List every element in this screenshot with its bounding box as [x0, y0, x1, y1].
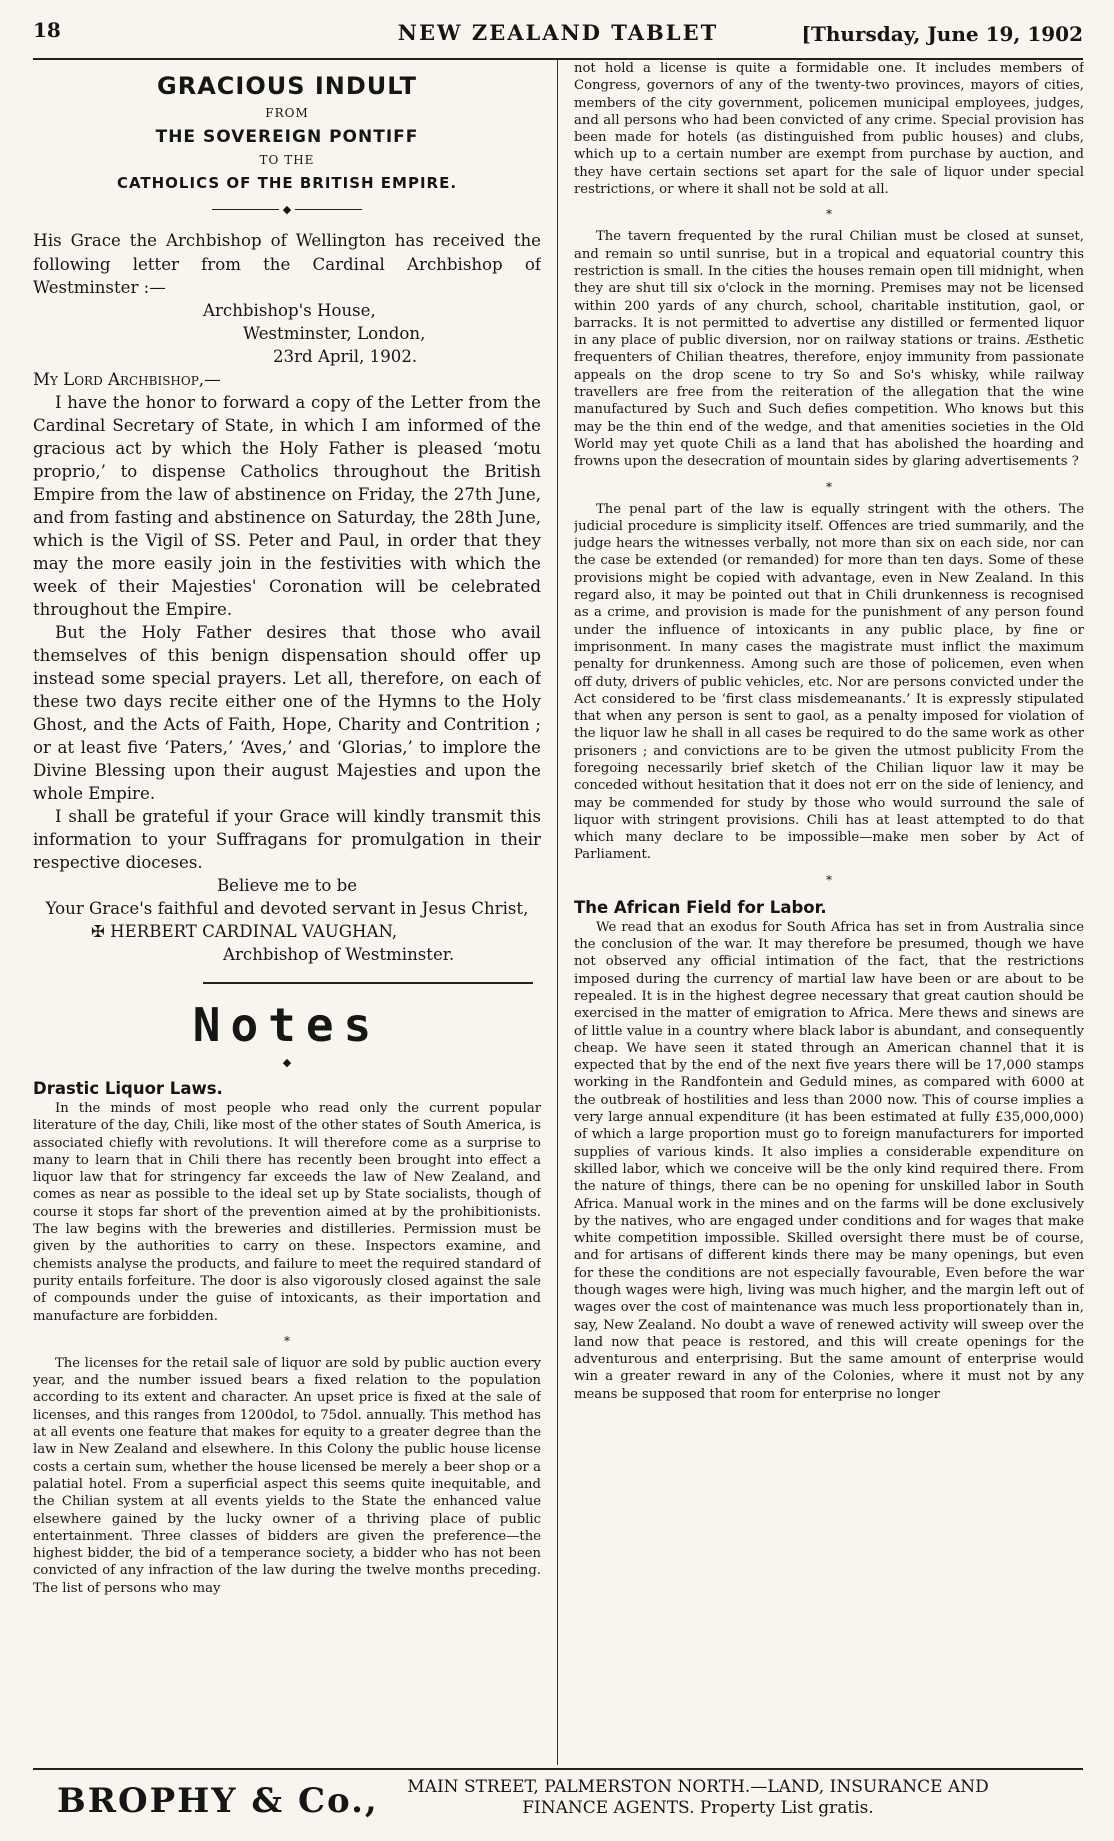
article-headline: GRACIOUS INDULT	[157, 72, 417, 100]
left-column	[33, 60, 541, 1765]
advertiser-info	[388, 1777, 1008, 1819]
asterisk-divider: *	[826, 207, 832, 222]
letter-intro: His Grace the Archbishop of Wellington has received the following letter from the Cardinal Archbishop of Westminster :—	[33, 231, 541, 297]
asterisk-divider: *	[826, 479, 832, 494]
address-line: Archbishop's House,	[203, 301, 376, 320]
closing-line: Believe me to be	[216, 876, 358, 895]
asterisk-divider: *	[826, 872, 832, 887]
address-line: 23rd April, 1902.	[273, 347, 418, 366]
ornament-rule	[212, 204, 362, 215]
notes-heading: Notes	[192, 998, 382, 1052]
article-subhead: THE SOVEREIGN PONTIFF	[155, 127, 419, 147]
letter-paragraph: I have the honor to forward a copy of the Letter from the Cardinal Secretary of State, in which I am informed of the gracious act by which the Holy Father is pleased ‘motu proprio,’ to dispense Catholics throughout the British Empire from the law of abstinence on Friday, the 27th June, and from fasting and abstinence on Saturday, the 28th June, which is the Vigil of SS. Peter and Paul, in order that they may the more easily join in the festivities with which the week of their Majesties' Coronation will be celebrated throughout the Empire.	[33, 393, 541, 619]
advertisement-footer	[33, 1775, 1083, 1830]
body-paragraph: not hold a license is quite a formidable one. It includes members of Congress, governors of any of the twenty-two provinces, mayors of cities, members of the city government, policemen municipal employees, judges, and all persons who had been convicted of any crime. Special provision has been made for hotels (as distinguished from public houses) and clubs, which up to a certain number are exempt from purchase by auction, and they have certain sections set apart for the sale of liquor under special restrictions, or where it shall not be sold at all.	[574, 61, 1084, 198]
body-paragraph: The licenses for the retail sale of liquor are sold by public auction every year, and the number issued bears a fixed relation to the population according to its extent and character. An upset price is fixed at the sale of licenses, and this ranges from 1200dol, to 75dol. annually. This method has at all events one feature that makes for equity to a greater degree than the law in New Zealand and elsewhere. In this Colony the public house license costs a certain sum, whether the house licensed be merely a beer shop or a palatial hotel. From a superficial aspect this seems quite inequitable, and the Chilian system at all events yields to the State the enhanced value elsewhere gained by the lucky owner of a thriving place of public entertainment. Three classes of bidders are given the preference—the highest bidder, the bid of a temperance society, a bidder who has not been convicted of any infraction of the law during the twelve months preceding. The list of persons who may	[33, 1355, 541, 1596]
advert-line: MAIN STREET, PALMERSTON NORTH.—LAND, INSURANCE AND	[407, 1777, 989, 1797]
section-title: The African Field for Labor.	[574, 897, 827, 917]
body-paragraph: The penal part of the law is equally stringent with the others. The judicial procedure is simplicity itself. Offences are tried summarily, and the judge hears the witnesses verbally, not more than six on each side, nor can the case be extended (or remanded) for more than ten days. Some of these provisions might be copied with advantage, even in New Zealand. In this regard also, it may be pointed out that in Chili drunkenness is recognised as a crime, and provision is made for the punishment of any person found under the influence of intoxicants in any public place, by fine or imprisonment. In many cases the magistrate must inflict the maximum penalty for drunkenness. Among such are those of policemen, even when off duty, drivers of public vehicles, etc. Nor are persons convicted under the Act considered to be ‘first class misdemeanants.’ It is expressly stipulated that when any person is sent to gaol, as a penalty imposed for violation of the liquor law he shall in all cases be required to do the same work as other prisoners ; and convictions are to be given the utmost publicity From the foregoing necessarily brief sketch of the Chilian liquor law it may be conceded without hesitation that it does not err on the side of leniency, and may be commended for study by those who would surround the sale of liquor with stringent provisions. Chili has at least attempted to do that which many declare to be impossible—make men sober by Act of Parliament.	[574, 501, 1084, 863]
masthead-title: NEW ZEALAND TABLET	[397, 20, 719, 45]
advertiser-name: BROPHY & Co.,	[57, 1781, 379, 1821]
advert-line: FINANCE AGENTS. Property List gratis.	[522, 1798, 874, 1818]
asterisk-divider: *	[284, 1333, 290, 1348]
letter-paragraph: But the Holy Father desires that those who avail themselves of this benign dispensation should offer up instead some special prayers. Let all, therefore, on each of these two days recite either one of the Hymns to the Holy Ghost, and the Acts of Faith, Hope, Charity and Contrition ; or at least five ‘Paters,’ ‘Aves,’ and ‘Glorias,’ to implore the Divine Blessing upon their august Majesties and upon the whole Empire.	[33, 623, 541, 803]
signature-title: Archbishop of Westminster.	[223, 945, 455, 964]
right-column	[574, 60, 1084, 1765]
issue-date: [Thursday, June 19, 1902	[801, 22, 1083, 46]
article-subhead-2: CATHOLICS OF THE BRITISH EMPIRE.	[116, 174, 458, 192]
body-paragraph: In the minds of most people who read only the current popular literature of the day, Chili, like most of the other states of South America, is associated chiefly with revolutions. It will therefore come as a surprise to many to learn that in Chili there has recently been brought into effect a liquor law that for stringency far exceeds the law of New Zealand, and comes as near as possible to the ideal set up by State socialists, though of course it stops far short of the prevention aimed at by the prohibitionists. The law begins with the breweries and distilleries. Permission must be given by the authorities to carry on these. Inspectors examine, and chemists analyse the products, and failure to meet the required standard of purity entails forfeiture. The door is also vigorously closed against the sale of compounds under the guise of intoxicants, as their importation and manufacture are forbidden.	[33, 1101, 541, 1324]
closing-line: Your Grace's faithful and devoted servant in Jesus Christ,	[45, 899, 529, 918]
footer-rule	[33, 1768, 1083, 1770]
column-divider	[557, 60, 558, 1765]
signature: ✠ HERBERT CARDINAL VAUGHAN,	[91, 922, 398, 941]
section-title: Drastic Liquor Laws.	[33, 1079, 223, 1098]
address-line: Westminster, London,	[243, 324, 426, 343]
headline-from: FROM	[265, 106, 309, 120]
diamond-icon: ◆	[282, 203, 292, 216]
section-body	[33, 1100, 541, 1597]
letter-paragraph: I shall be grateful if your Grace will kindly transmit this information to your Suffragans for promulgation in their respective dioceses.	[33, 807, 541, 872]
page-header	[33, 18, 1083, 60]
page-number: 18	[33, 18, 61, 42]
letter-body	[33, 229, 541, 966]
diamond-icon: ◆	[282, 1056, 292, 1069]
section-rule	[203, 982, 533, 984]
body-paragraph: We read that an exodus for South Africa has set in from Australia since the conclusion of the war. It may therefore be presumed, though we have not observed any official intimation of the fact, that the restrictions imposed during the currency of martial law have been or are about to be repealed. It is in the highest degree necessary that great caution should be exercised in the matter of emigration to Africa. Mere thews and sinews are of little value in a country where black labor is abundant, and consequently cheap. We have seen it stated through an American channel that it is expected that by the end of the next five years there will be 17,000 stamps working in the Randfontein and Geduld mines, as compared with 6000 at the outbreak of hostilities and less than 2000 now. This of course implies a very large annual expenditure (it has been estimated at fully £35,000,000) of which a large proportion must go to foreign manufacturers for imported supplies of various kinds. It also implies a considerable expenditure on skilled labor, which we conceive will be the only kind required there. From the nature of things, there can be no opening for unskilled labor in South Africa. Manual work in the mines and on the farms will be done exclusively by the natives, who are engaged under conditions and for wages that make white competition impossible. Skilled oversight there must be of course, and for artisans of different kinds there may be many openings, but even for these the conditions are not especially favourable, Even before the war though wages were high, living was much higher, and the margin left out of wages over the cost of maintenance was much less proportionately than in, say, New Zealand. No doubt a wave of renewed activity will sweep over the land now that peace is restored, and this will create openings for the adventurous and enterprising. But the same amount of enterprise would win a greater reward in any of the Colonies, where it must not by any means be supposed that room for enterprise no longer	[574, 919, 1084, 1402]
section-body	[574, 60, 1084, 888]
salutation: My Lord Archbishop,—	[33, 370, 221, 389]
section-body	[574, 919, 1084, 1403]
headline-to: TO THE	[259, 153, 315, 167]
body-paragraph: The tavern frequented by the rural Chilian must be closed at sunset, and remain so until sunrise, but in a tropical and equatorial country this restriction is small. In the cities the houses remain open till midnight, when they are shut till six o'clock in the morning. Premises may not be licensed within 200 yards of any church, school, charitable institution, gaol, or barracks. It is not permitted to advertise any distilled or fermented liquor in any place of public diversion, nor on railway stations or trains. Æsthetic frequenters of Chilian theatres, therefore, enjoy immunity from passionate appeals on the drop scene to try So and So's whisky, while railway travellers are free from the reiteration of the allegation that the wine manufactured by Such and Such defies competition. Who knows but this may be the thin end of the wedge, and that amenities societies in the Old World may yet quote Chili as a land that has abolished the hoarding and frowns upon the desecration of mountain sides by glaring advertisements ?	[574, 229, 1084, 470]
